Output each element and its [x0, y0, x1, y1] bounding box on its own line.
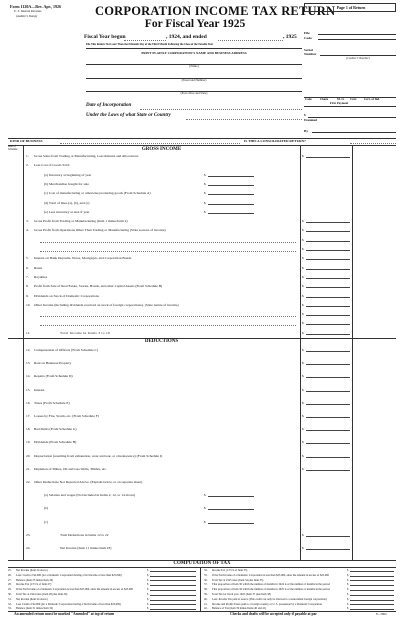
dollar-sign: $: [204, 519, 206, 524]
gross-income-heading: GROSS INCOME: [141, 147, 182, 152]
gross-line-number: 2.: [26, 163, 29, 168]
page-label: Page 1 of Return: [336, 5, 366, 10]
comp-left-line-label: If the Net Income of a Domestic Corporation is less than $25,000, enter the amount in excess of $23,000: [16, 588, 134, 592]
gross-amount-field[interactable]: [306, 294, 350, 298]
gross-line-number: 11.: [26, 330, 31, 335]
dollar-sign: $: [347, 578, 349, 582]
number-label: Number: [304, 52, 317, 56]
comp-left-line-label: Total Tax at 1924 rates (Item 28 plus Item 29): [16, 593, 68, 596]
deduction-line-number: 15.: [26, 387, 31, 392]
footer-amended-note: An amended return must be marked "Amended" at top of return: [14, 612, 115, 616]
deduction-line-label: Repairs (From Schedule D): [34, 374, 73, 379]
deduction-line-label: Dividends (From Schedule H): [34, 440, 77, 445]
gross-line-label: Rents: [34, 265, 42, 270]
first-payment-dollar: $: [304, 113, 306, 117]
deduction-amount-field[interactable]: [306, 388, 350, 392]
dollar-sign: $: [302, 374, 304, 379]
comp-left-line-number: 28.: [8, 583, 12, 587]
dollar-sign: $: [147, 588, 149, 592]
deduction-line-label: Total Deductions in Items 12 to 22: [60, 532, 109, 537]
dollar-sign: $: [147, 602, 149, 606]
dollar-sign: $: [302, 321, 304, 326]
gross-line-label: Royalties: [34, 274, 48, 279]
gross-line-number: 7.: [26, 274, 29, 279]
comp-right-line-number: 39.: [204, 593, 208, 596]
gross-amount-field[interactable]: [306, 247, 350, 251]
deduction-line-label: Depletion of Mines, Oil and Gas Wells, Timber, etc.: [34, 466, 107, 471]
gross-amount-field[interactable]: [306, 154, 350, 158]
gross-line-label: (d) Total of lines (a), (b), and (c): [44, 200, 90, 205]
item-of-schedule-header: Item of Schedule: [8, 145, 18, 151]
comp-right-line-label: Balance of Tax (Item 39 minus Items 40 and 41): [212, 607, 267, 611]
filing-deadline-note: File This Return Not Later Than the Fifteenth Day of the Third Month Following the Close of the Taxable Year: [86, 43, 214, 46]
gross-amount-field[interactable]: [306, 275, 350, 279]
under-laws-field[interactable]: [186, 119, 302, 120]
comp-left-amount-field[interactable]: [150, 587, 196, 591]
deduction-amount-field[interactable]: [306, 374, 350, 378]
comp-right-amount-field[interactable]: [350, 587, 394, 591]
comp-right-line-number: 38.: [204, 588, 208, 592]
deduction-line-label: Other Deductions Not Reported Above. (Explain below, or on separate sheet): [34, 480, 143, 484]
dollar-sign: $: [204, 172, 206, 177]
comp-left-line-number: 25.: [8, 569, 12, 572]
deduction-amount-field[interactable]: [306, 361, 350, 365]
deduction-line-number: 23.: [26, 532, 31, 537]
dollar-sign: $: [204, 191, 206, 196]
gross-amount-field[interactable]: [306, 284, 350, 288]
comp-right-line-label: Income and Profits Taxes paid to a foreign country or U. S. possession by a Domestic Corporation: [212, 602, 322, 606]
gross-line-label: Other Income (Including dividends received on stock of foreign corporations). (State nature of income): [34, 302, 179, 307]
deduction-amount-field[interactable]: [306, 467, 350, 471]
comp-right-amount-field[interactable]: [350, 578, 394, 582]
consolidated-answer-field[interactable]: [350, 143, 396, 144]
fiscal-end-date-field[interactable]: [218, 40, 283, 41]
comp-right-line-label: Total Tax at 1925 rates (Item 34 plus Item 35): [212, 578, 264, 582]
street-caption: (Street and Number): [181, 78, 207, 82]
gross-line-label: Less Cost of Goods Sold:: [34, 163, 70, 168]
date-incorporation-label: Date of Incorporation: [86, 103, 132, 108]
comp-right-line-number: 35.: [204, 573, 208, 577]
deduction-line-label: (c): [44, 519, 48, 524]
col-cert: Cert. of Ind.: [364, 97, 380, 101]
dollar-sign: $: [347, 583, 349, 587]
gross-blank-line-field[interactable]: [40, 325, 296, 326]
deduction-amount-field[interactable]: [306, 401, 350, 405]
dollar-sign: $: [204, 209, 206, 214]
deduction-line-label: Taxes (From Schedule E): [34, 400, 70, 405]
deduction-line-number: 19.: [26, 440, 31, 445]
comp-left-line-number: 31.: [8, 597, 12, 601]
deduction-sub-amount-field[interactable]: [208, 493, 254, 497]
file-label: File: [304, 31, 310, 35]
gross-line-label: Gross Sales from Trading or Manufacturing, Less Returns and Allowances: [34, 154, 139, 158]
page-label-box: [304, 3, 396, 12]
deduction-line-label: Bad Debts (From Schedule G): [34, 427, 77, 432]
deduction-line-number: 13.: [26, 361, 31, 366]
dollar-sign: $: [147, 597, 149, 601]
comp-right-line-number: 42.: [204, 607, 208, 611]
deduction-line-label: Compensation of Officers (From Schedule C): [34, 348, 98, 352]
deduction-line-number: 12.: [26, 348, 31, 352]
comp-left-line-number: 30.: [8, 593, 12, 596]
fiscal-begin-date-field[interactable]: [124, 40, 166, 41]
comp-left-line-label: Balance (Item 25 minus Item 26): [16, 578, 54, 582]
fiscal-year-end-label: , 1925: [283, 34, 297, 40]
dollar-sign: $: [302, 361, 304, 366]
deduction-sub-amount-field[interactable]: [208, 520, 254, 524]
comp-left-line-number: 26.: [8, 573, 12, 577]
deduction-amount-field[interactable]: [306, 414, 350, 418]
comp-right-amount-field[interactable]: [350, 582, 394, 586]
deduction-line-label: Depreciation (resulting from exhaustion, wear and tear, or obsolescence) (From Schedule I): [34, 453, 163, 458]
serial-label: Serial: [304, 48, 313, 52]
deduction-line-label: (a) Salaries and wages (Not included in Items 2, 12, or 14 above): [44, 493, 136, 498]
col-curr: Curr.: [350, 97, 357, 101]
dollar-sign: $: [302, 284, 304, 289]
dollar-sign: $: [147, 583, 149, 587]
post-office-caption: (Post office and State): [180, 91, 208, 95]
deduction-line-label: Losses by Fire, Storm, etc. (From Schedule F): [34, 414, 99, 418]
comp-left-line-number: 27.: [8, 578, 12, 582]
dollar-sign: $: [302, 312, 304, 317]
col-mo: M. O.: [337, 97, 345, 101]
dollar-sign: $: [302, 400, 304, 405]
comp-right-amount-field[interactable]: [350, 602, 394, 606]
deduction-line-label: Net Income (Item 11 minus Item 23): [60, 546, 112, 550]
deduction-line-label: Interest: [34, 387, 45, 392]
gross-line-label: (a) Inventory at beginning of year: [44, 172, 92, 177]
comp-right-line-label: Total Tax for fiscal year 1925 (Item 37 plus Item 38): [212, 593, 271, 596]
deduction-line-number: 21.: [26, 466, 31, 471]
dollar-sign: $: [302, 532, 304, 537]
gross-line-label: (e) Less inventory at end of year: [44, 209, 90, 214]
auditor-stamp-label: (Auditor's Stamp): [16, 14, 38, 18]
deduction-amount-field[interactable]: [306, 440, 350, 444]
comp-right-line-number: 40.: [204, 597, 208, 601]
form-subtitle: For Fiscal Year 1925: [144, 18, 246, 30]
dollar-sign: $: [302, 247, 304, 251]
gross-line-label: Gross Profit from Operations Other Than Trading or Manufacturing (State sources of income): [34, 228, 166, 233]
deduction-amount-field[interactable]: [306, 546, 350, 550]
comp-left-amount-field[interactable]: [150, 597, 196, 601]
agency-label: U. S. Internal Revenue: [14, 9, 42, 13]
gross-line-label: Dividends on Stock of Domestic Corporations: [34, 293, 99, 298]
comp-right-amount-field[interactable]: [350, 606, 394, 610]
kind-of-business-label: KIND OF BUSINESS: [10, 139, 43, 143]
gross-line-number: 8.: [26, 284, 29, 289]
comp-right-line-number: 41.: [204, 602, 208, 606]
deduction-amount-field[interactable]: [306, 348, 350, 352]
dollar-sign: $: [302, 274, 304, 279]
dollar-sign: $: [347, 597, 349, 601]
col-code: Code: [305, 97, 312, 101]
dollar-sign: $: [302, 228, 304, 233]
comp-right-line-label: That proportion of Item 30 which the number of months in 1924 is of the number of months in the period: [212, 583, 330, 587]
footer-print-code: 8—5864: [376, 612, 387, 616]
gross-line-label: (b) Merchandise bought for sale: [44, 181, 89, 186]
comp-left-amount-field[interactable]: [150, 568, 196, 572]
comp-left-amount-field[interactable]: [150, 592, 196, 596]
gross-amount-field[interactable]: [306, 321, 350, 325]
comp-right-amount-field[interactable]: [350, 568, 394, 572]
deduction-line-number: 14.: [26, 374, 31, 379]
dollar-sign: $: [302, 154, 304, 158]
gross-sub-amount-field[interactable]: [208, 191, 254, 195]
fiscal-year-mid-label: , 1924, and ended: [166, 34, 207, 40]
first-payment-field[interactable]: [308, 117, 396, 118]
dollar-sign: $: [347, 593, 349, 596]
dollar-sign: $: [204, 493, 206, 498]
comp-left-line-label: Net Income (Item 24 above): [16, 569, 48, 572]
gross-sub-amount-field[interactable]: [208, 210, 254, 214]
comp-right-line-number: 37.: [204, 583, 208, 587]
examined-by-field[interactable]: [312, 132, 396, 133]
dollar-sign: $: [302, 546, 304, 550]
deduction-line-label: (b): [44, 506, 49, 511]
deduction-amount-field[interactable]: [306, 533, 350, 537]
kind-of-business-field[interactable]: [60, 143, 240, 144]
deduction-line-number: 18.: [26, 427, 31, 432]
dollar-sign: $: [147, 593, 149, 596]
deduction-line-number: 17.: [26, 414, 31, 418]
comp-right-line-label: If the Net Income of a Domestic Corporation is less than $25,000, enter the amount in excess of $23,000: [212, 573, 330, 577]
comp-left-amount-field[interactable]: [150, 573, 196, 577]
print-name-instruction: PRINT PLAINLY CORPORATION'S NAME AND BUSINESS ADDRESS: [141, 51, 247, 55]
dollar-sign: $: [147, 569, 149, 572]
deduction-line-number: 24.: [26, 546, 31, 550]
computation-heading: COMPUTATION OF TAX: [173, 561, 231, 566]
comp-left-line-number: 33.: [8, 607, 12, 611]
gross-amount-field[interactable]: [306, 256, 350, 260]
dollar-sign: $: [302, 466, 304, 471]
deduction-line-number: 20.: [26, 453, 31, 458]
dollar-sign: $: [347, 569, 349, 572]
code-field[interactable]: [318, 39, 396, 40]
deduction-sub-amount-field[interactable]: [208, 506, 254, 510]
comp-left-amount-field[interactable]: [150, 606, 196, 610]
gross-sub-amount-field[interactable]: [208, 201, 254, 205]
form-id: Form 1120A—Rev. Apr., 1926: [10, 4, 61, 9]
dollar-sign: $: [302, 440, 304, 445]
dollar-sign: $: [302, 387, 304, 392]
col-check: Check: [320, 97, 329, 101]
gross-sub-amount-field[interactable]: [208, 182, 254, 186]
dollar-sign: $: [302, 414, 304, 418]
gross-line-number: 6.: [26, 265, 29, 270]
gross-blank-line-field[interactable]: [40, 242, 296, 243]
dollar-sign: $: [347, 607, 349, 611]
comp-left-line-label: Less Credit of $2,000 (for a Domestic Corporation having a Net Income of less than $25,000): [16, 602, 121, 606]
date-incorporation-field[interactable]: [140, 109, 302, 110]
dollar-sign: $: [147, 607, 149, 611]
dollar-sign: $: [302, 265, 304, 270]
gross-amount-field[interactable]: [306, 238, 350, 242]
deductions-heading: DEDUCTIONS: [144, 339, 179, 344]
comp-right-line-label: That proportion of Item 36 which the number of months in 1925 is of the number of months in the period: [212, 588, 330, 592]
code-label-top: Code: [304, 36, 312, 40]
cashier-label: (Cashier's Number): [346, 56, 370, 60]
dollar-sign: $: [347, 588, 349, 592]
dollar-sign: $: [302, 348, 304, 352]
deduction-amount-field[interactable]: [306, 427, 350, 431]
comp-left-line-label: Balance (Item 31 minus Item 32): [16, 607, 54, 611]
dollar-sign: $: [302, 427, 304, 432]
name-caption: (Name): [189, 64, 199, 68]
by-label: By: [304, 129, 309, 133]
comp-left-amount-field[interactable]: [150, 578, 196, 582]
gross-line-label: Total Income in Items 3 to 10: [60, 330, 111, 335]
comp-left-line-label: Net Income (Item 24 above): [16, 597, 48, 601]
footer-checks-note: Checks and drafts will be accepted only if payable at par: [230, 612, 317, 616]
deduction-line-number: 22.: [26, 480, 31, 484]
gross-sub-amount-field[interactable]: [208, 173, 254, 177]
comp-right-line-number: 36.: [204, 578, 208, 582]
gross-line-number: 10.: [26, 302, 31, 307]
gross-line-label: Gross Profit from Trading or Manufacturing (Item 1 minus Item 2): [34, 219, 128, 224]
consolidated-question: IS THIS A CONSOLIDATED RETURN?: [244, 139, 306, 143]
deduction-line-label: Rent on Business Property: [34, 361, 72, 366]
gross-line-number: 3.: [26, 219, 29, 224]
dollar-sign: $: [302, 302, 304, 307]
first-payment-label: First Payment: [330, 101, 349, 105]
comp-right-line-number: 34.: [204, 569, 208, 572]
dollar-sign: $: [147, 573, 149, 577]
comp-right-line-label: Income Tax (13½% of Item 33): [212, 569, 248, 572]
comp-left-amount-field[interactable]: [150, 582, 196, 586]
examined-label: Examined: [304, 118, 318, 122]
dollar-sign: $: [147, 578, 149, 582]
gross-line-label: (c) Cost of manufacturing or otherwise producing goods (From Schedule A): [44, 191, 151, 196]
deduction-amount-field[interactable]: [306, 454, 350, 458]
comp-left-line-label: Less: Credit of $2,000 (for a Domestic Corporation having a Net Income of less than $25,000): [16, 573, 122, 577]
file-field[interactable]: [318, 34, 396, 35]
dollar-sign: $: [302, 453, 304, 458]
comp-left-line-number: 32.: [8, 602, 12, 606]
comp-right-amount-field[interactable]: [350, 573, 394, 577]
dollar-sign: $: [204, 506, 206, 511]
gross-line-number: 9.: [26, 293, 29, 298]
comp-right-line-label: Less: Income Tax paid at source (This credit can only be allowed to a nonresident foreign corporation): [212, 597, 327, 601]
gross-line-label: Profit from Sale of Real Estate, Stocks, Bonds, and other Capital Assets (From Schedule B): [34, 284, 163, 289]
deduction-line-number: 16.: [26, 400, 31, 405]
gross-line-label: Interest on Bank Deposits, Notes, Mortgages, and Corporation Bonds: [34, 256, 132, 261]
gross-amount-field[interactable]: [306, 266, 350, 270]
gross-amount-field[interactable]: [306, 228, 350, 232]
under-laws-label: Under the Laws of what State or Country: [86, 113, 171, 118]
gross-blank-line-field[interactable]: [40, 316, 296, 317]
gross-blank-line-field[interactable]: [40, 251, 296, 252]
dollar-sign: $: [204, 200, 206, 205]
dollar-sign: $: [302, 293, 304, 298]
dollar-sign: $: [302, 219, 304, 224]
comp-right-amount-field[interactable]: [350, 592, 394, 596]
gross-amount-field[interactable]: [306, 303, 350, 307]
dollar-sign: $: [302, 256, 304, 261]
comp-left-line-label: Income Tax (13½% of Item 27): [16, 583, 52, 587]
fiscal-year-begun-label: Fiscal Year begun: [84, 34, 126, 40]
comp-right-amount-field[interactable]: [350, 597, 394, 601]
dollar-sign: $: [347, 602, 349, 606]
dollar-sign: $: [302, 237, 304, 242]
gross-line-number: 4.: [26, 228, 29, 233]
gross-amount-field[interactable]: [306, 219, 350, 223]
dollar-sign: $: [302, 330, 304, 335]
gross-amount-field[interactable]: [306, 331, 350, 335]
dollar-sign: $: [204, 181, 206, 186]
dollar-sign: $: [347, 573, 349, 577]
form-title: CORPORATION INCOME TAX RETURN: [95, 4, 336, 18]
gross-line-number: 1.: [26, 154, 29, 158]
gross-line-number: 5.: [26, 256, 29, 261]
comp-left-line-number: 29.: [8, 588, 12, 592]
gross-amount-field[interactable]: [306, 312, 350, 316]
comp-left-amount-field[interactable]: [150, 602, 196, 606]
